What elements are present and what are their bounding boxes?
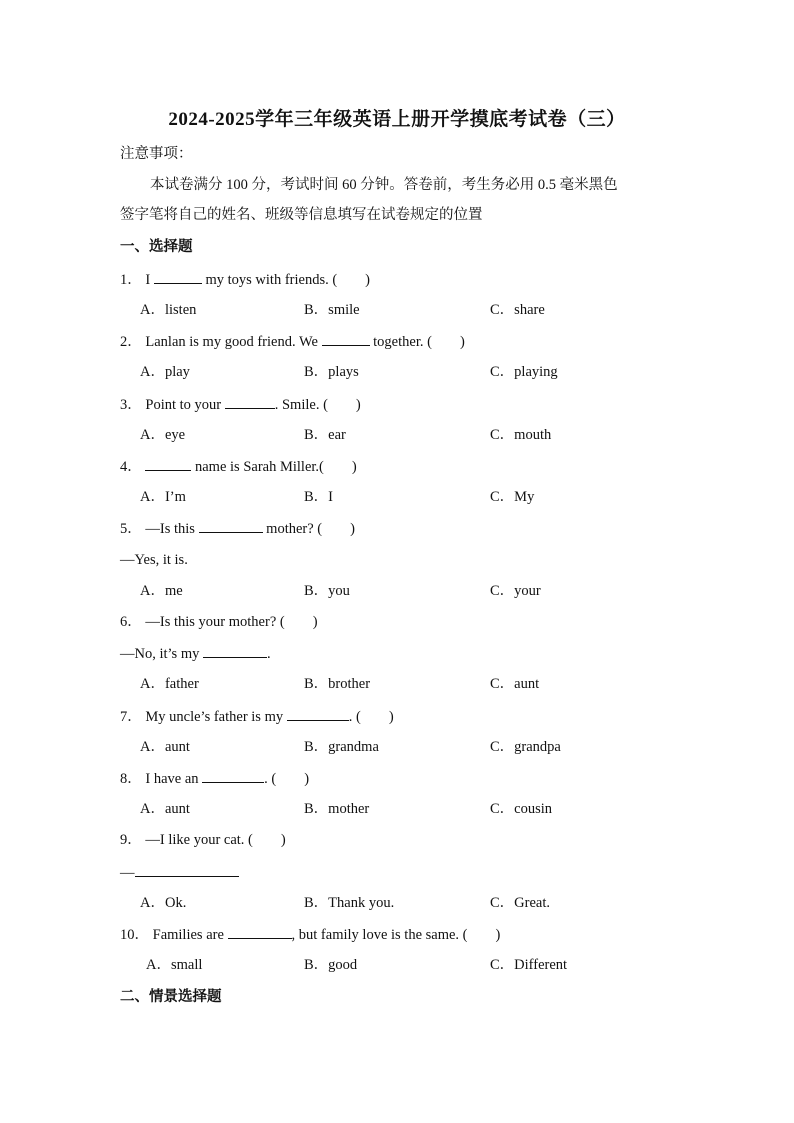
option-a[interactable]: A．I’m <box>140 489 186 505</box>
option-a[interactable]: A．play <box>140 364 190 380</box>
question-1: 1． I my toys with friends. ( ) <box>120 269 370 290</box>
question-text-post: my toys with friends. ( <box>205 272 338 288</box>
question-text-post: . Smile. ( <box>274 397 328 413</box>
question-4: 4． name is Sarah Miller.( ) <box>120 456 357 477</box>
option-b[interactable]: B．I <box>304 489 333 505</box>
question-9: 9． —I like your cat. ( ) <box>120 832 286 848</box>
answer-blank[interactable] <box>203 643 267 658</box>
question-number: 5． <box>120 521 142 537</box>
question-text-pre: —I like your cat. ( <box>145 832 253 848</box>
question-text-post: . ( <box>348 709 361 725</box>
question-6: 6． —Is this your mother? ( ) <box>120 614 318 630</box>
option-a[interactable]: A．aunt <box>140 801 190 817</box>
notice-line-2: 签字笔将自己的姓名、班级等信息填写在试卷规定的位置 <box>120 207 483 223</box>
question-10: 10． Families are , but family love is the same. ( ) <box>120 924 500 945</box>
page-title: 2024-2025学年三年级英语上册开学摸底考试卷（三） <box>168 109 626 130</box>
option-c[interactable]: C．Great. <box>490 895 550 911</box>
question-text-post: . ( <box>264 771 277 787</box>
question-7: 7． My uncle’s father is my . ( ) <box>120 706 394 727</box>
question-number: 1． <box>120 272 142 288</box>
question-text-post: together. ( <box>373 334 432 350</box>
dialogue-reply: —No, it’s my . <box>120 643 271 664</box>
option-b[interactable]: B．grandma <box>304 739 379 755</box>
notice-line-1: 本试卷满分 100 分，考试时间 60 分钟。答卷前，考生务必用 0.5 毫米黑色 <box>150 177 618 193</box>
question-number: 2． <box>120 334 142 350</box>
option-c[interactable]: C．share <box>490 302 545 318</box>
option-c[interactable]: C．My <box>490 489 535 505</box>
question-2: 2． Lanlan is my good friend. We together. ( ) <box>120 331 465 352</box>
option-c[interactable]: C．cousin <box>490 801 553 817</box>
option-b[interactable]: B．Thank you. <box>304 895 395 911</box>
option-c[interactable]: C．Different <box>490 957 568 973</box>
question-number: 8． <box>120 771 142 787</box>
question-text-pre: I <box>145 272 151 288</box>
question-text-pre: Lanlan is my good friend. We <box>145 334 318 350</box>
answer-blank[interactable] <box>199 518 263 533</box>
question-8: 8． I have an . ( ) <box>120 768 309 789</box>
option-b[interactable]: B．ear <box>304 427 346 443</box>
question-text-post: mother? ( <box>266 521 323 537</box>
question-number: 3． <box>120 397 142 413</box>
option-a[interactable]: A．listen <box>140 302 197 318</box>
question-text-pre: Families are <box>152 927 224 943</box>
option-b[interactable]: B．good <box>304 957 358 973</box>
question-text-pre: I have an <box>145 771 199 787</box>
question-number: 6． <box>120 614 142 630</box>
question-number: 9． <box>120 832 142 848</box>
option-b[interactable]: B．brother <box>304 676 371 692</box>
answer-blank[interactable] <box>287 706 349 721</box>
option-a[interactable]: A．small <box>146 957 203 973</box>
answer-blank[interactable] <box>322 331 370 346</box>
notice-label: 注意事项： <box>120 146 193 162</box>
dialogue-reply: — <box>120 862 239 883</box>
question-3: 3． Point to your . Smile. ( ) <box>120 394 361 415</box>
question-5: 5． —Is this mother? ( ) <box>120 518 355 539</box>
answer-blank[interactable] <box>145 456 191 471</box>
answer-blank[interactable] <box>228 924 292 939</box>
question-number: 10． <box>120 927 149 943</box>
answer-blank[interactable] <box>225 394 275 409</box>
question-text-post: name is Sarah Miller.( <box>195 459 324 475</box>
answer-blank[interactable] <box>202 768 264 783</box>
question-number: 4． <box>120 459 142 475</box>
question-number: 7． <box>120 709 142 725</box>
option-c[interactable]: C．grandpa <box>490 739 561 755</box>
answer-blank[interactable] <box>135 862 239 877</box>
option-c[interactable]: C．mouth <box>490 427 552 443</box>
question-text-pre: Point to your <box>145 397 222 413</box>
option-c[interactable]: C．aunt <box>490 676 540 692</box>
option-b[interactable]: B．mother <box>304 801 370 817</box>
question-text-pre: —Is this <box>145 521 195 537</box>
option-a[interactable]: A．father <box>140 676 199 692</box>
option-a[interactable]: A．eye <box>140 427 186 443</box>
question-text-post: , but family love is the same. ( <box>291 927 468 943</box>
option-c[interactable]: C．your <box>490 583 541 599</box>
option-b[interactable]: B．smile <box>304 302 360 318</box>
option-c[interactable]: C．playing <box>490 364 558 380</box>
option-a[interactable]: A．Ok. <box>140 895 187 911</box>
option-a[interactable]: A．me <box>140 583 183 599</box>
option-b[interactable]: B．you <box>304 583 350 599</box>
option-a[interactable]: A．aunt <box>140 739 190 755</box>
option-b[interactable]: B．plays <box>304 364 359 380</box>
section-heading-choice: 一、选择题 <box>120 239 193 255</box>
section-heading-situational: 二、情景选择题 <box>120 989 222 1005</box>
question-text-pre: —Is this your mother? ( <box>145 614 285 630</box>
question-text-pre: My uncle’s father is my <box>145 709 284 725</box>
dialogue-reply: —Yes, it is. <box>120 552 188 568</box>
answer-blank[interactable] <box>154 269 202 284</box>
